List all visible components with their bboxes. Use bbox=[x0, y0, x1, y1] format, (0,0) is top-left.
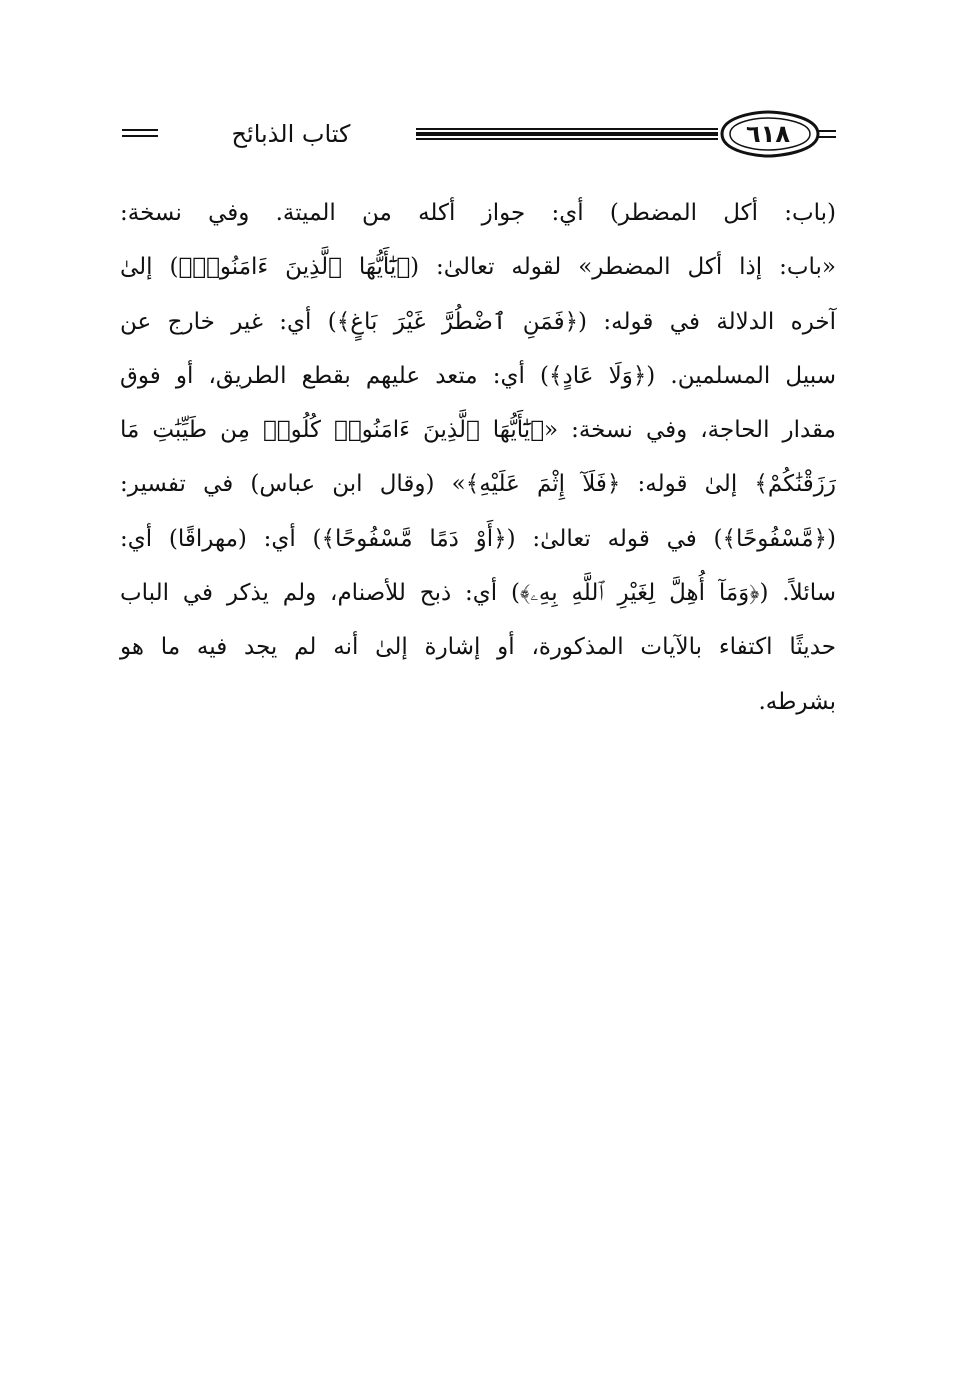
page-number: ٦١٨ bbox=[746, 120, 790, 148]
text-line: آخره الدلالة في قوله: (﴿فَمَنِ ٱضْطُرَّ غَيْرَ بَاغٍ﴾) أي: غير خارج عن bbox=[120, 308, 836, 335]
main-text bbox=[120, 186, 836, 729]
page-header bbox=[118, 108, 838, 164]
text-line: «باب: إذا أكل المضطر» لقوله تعالىٰ: (﴿يَٰٓأَيُّهَا ٱلَّذِينَ ءَامَنُوا۟﴾) إلىٰ bbox=[120, 254, 836, 281]
chapter-title: كتاب الذبائح bbox=[166, 116, 416, 152]
text-line: مقدار الحاجة، وفي نسخة: «﴿يَٰٓأَيُّهَا ٱلَّذِينَ ءَامَنُوا۟ كُلُوا۟ مِن طَيِّبَٰتِ مَا bbox=[120, 417, 836, 444]
text-line: (﴿مَّسْفُوحًا﴾) في قوله تعالىٰ: (﴿أَوْ دَمًا مَّسْفُوحًا﴾) أي: (مهراقًا) أي: bbox=[120, 525, 836, 552]
text-line: سبيل المسلمين. (﴿وَلَا عَادٍ﴾) أي: متعد عليهم بقطع الطريق، أو فوق bbox=[120, 362, 836, 389]
text-line: (باب: أكل المضطر) أي: جواز أكله من الميتة. وفي نسخة: bbox=[120, 200, 836, 226]
text-line: حديثًا اكتفاء بالآيات المذكورة، أو إشارة إلىٰ أنه لم يجد فيه ما هو bbox=[120, 634, 836, 661]
text-line: سائلاً. (﴿وَمَآ أُهِلَّ لِغَيْرِ ٱللَّهِ بِهِۦ﴾) أي: ذبح للأصنام، ولم يذكر في الباب bbox=[120, 580, 836, 607]
text-line: بشرطه. bbox=[758, 688, 836, 715]
text-line: رَزَقْنَٰكُمْ﴾ إلىٰ قوله: ﴿فَلَآ إِثْمَ عَلَيْهِ﴾» (وقال ابن عباس) في تفسير: bbox=[120, 471, 836, 498]
